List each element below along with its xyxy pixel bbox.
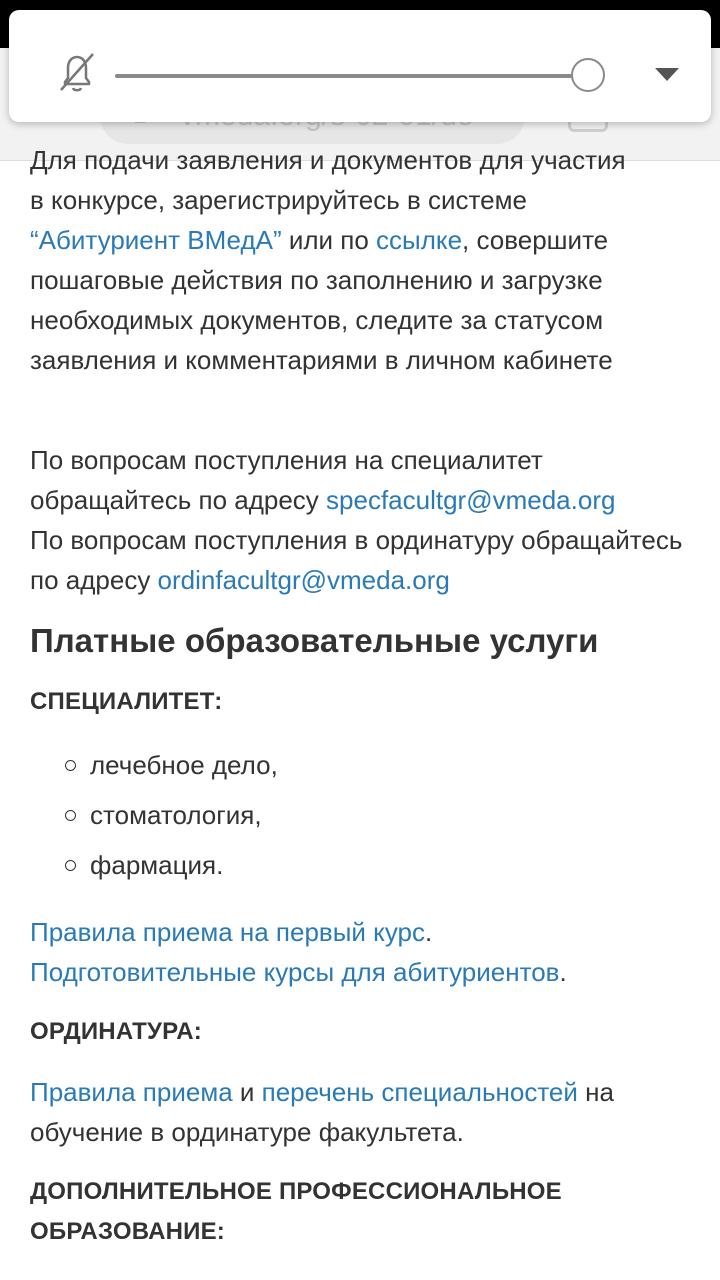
contact-specialitet <box>30 440 690 520</box>
intro-paragraph <box>30 140 690 380</box>
ord-and: и <box>232 1077 262 1107</box>
ord-rest: на обучение в ординатуре факультета. <box>30 1077 614 1147</box>
dpo-heading: ДОПОЛНИТЕЛЬНОЕ ПРОФЕССИОНАЛЬНОЕ ОБРАЗОВАНИЕ: <box>30 1178 562 1245</box>
intro-mid: или по <box>281 225 377 255</box>
period: . <box>425 917 433 947</box>
admission-rules-link[interactable]: Правила приема на первый курс <box>30 917 426 947</box>
chevron-down-icon[interactable] <box>655 68 679 81</box>
volume-slider-track[interactable] <box>115 74 603 78</box>
bell-off-icon[interactable] <box>57 50 97 96</box>
volume-slider-handle[interactable] <box>571 58 605 92</box>
paid-services-heading: Платные образовательные услуги <box>30 622 599 659</box>
ordinatura-paragraph <box>30 1072 690 1152</box>
intro-top-line: Для подачи заявления и документов для участия <box>30 145 626 175</box>
page-content <box>30 140 690 1252</box>
abiturient-link[interactable]: “Абитуриент ВМедА” <box>30 225 282 255</box>
period: . <box>559 957 567 987</box>
ordinatura-email-link[interactable]: ordinfacultgr@vmeda.org <box>157 565 450 595</box>
contact-ordinatura <box>30 520 690 600</box>
intro-rest: , совершите пошаговые действия по заполнению и загрузке необходимых документов, следите за статусом заявления и комментариями в личном кабинете <box>30 225 613 375</box>
intro-line2: в конкурсе, зарегистрируйтесь в системе <box>30 185 527 215</box>
contact1-text: По вопросам поступления на специалитет обращайтесь по адресу <box>30 445 543 515</box>
specialitet-links <box>30 912 690 992</box>
specialitet-email-link[interactable]: specfacultgr@vmeda.org <box>326 485 616 515</box>
list-item: фармация. <box>30 840 690 890</box>
registration-link[interactable]: ссылке <box>376 225 463 255</box>
specialties-list-link[interactable]: перечень специальностей <box>261 1077 578 1107</box>
list-item: лечебное дело, <box>30 740 690 790</box>
ordinatura-heading: ОРДИНАТУРА: <box>30 1018 202 1045</box>
specialitet-list <box>30 740 690 890</box>
volume-popup <box>9 10 711 122</box>
ordinatura-rules-link[interactable]: Правила приема <box>30 1077 233 1107</box>
specialitet-heading: СПЕЦИАЛИТЕТ: <box>30 688 223 715</box>
prep-courses-link[interactable]: Подготовительные курсы для абитуриентов <box>30 957 560 987</box>
contact2-text: По вопросам поступления в ординатуру обращайтесь по адресу <box>30 525 683 595</box>
list-item: стоматология, <box>30 790 690 840</box>
